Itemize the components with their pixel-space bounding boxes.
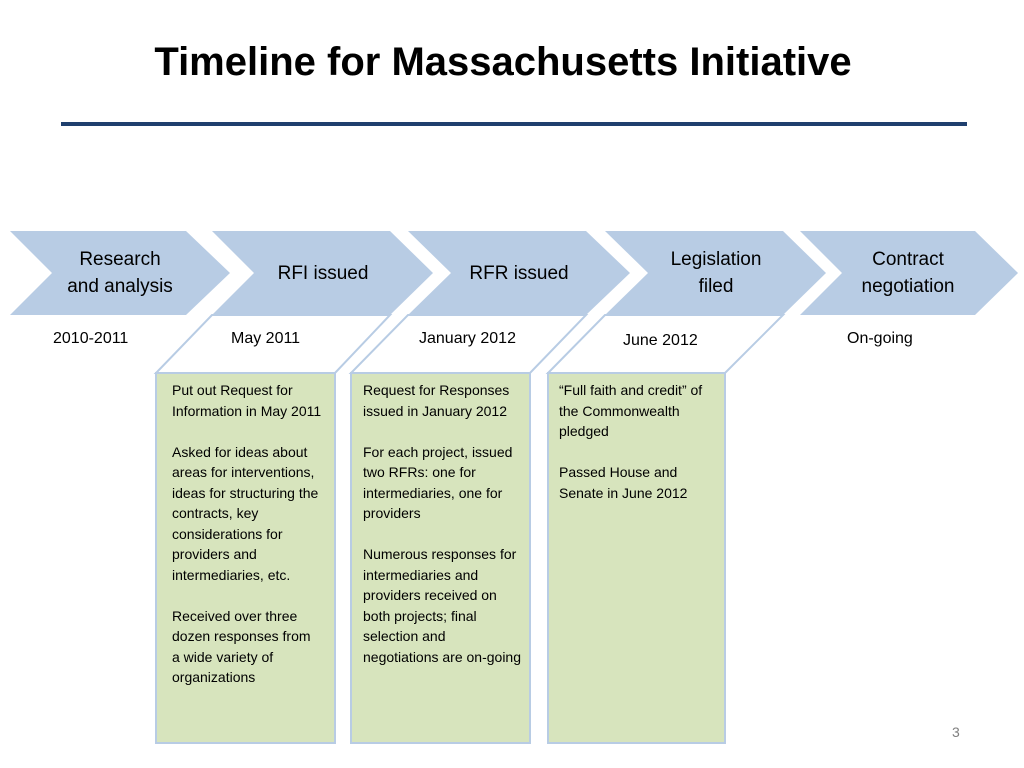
stage-date-1: 2010-2011 bbox=[53, 330, 129, 347]
stage-label-contract: Contract negotiation bbox=[861, 249, 955, 297]
slide-title: Timeline for Massachusetts Initiative bbox=[154, 40, 852, 84]
note-paragraph: Request for Responses issued in January 2012 bbox=[363, 382, 510, 419]
page-number: 3 bbox=[952, 724, 960, 740]
stage-date-3: January 2012 bbox=[419, 330, 516, 347]
note-paragraph: Received over three dozen responses from a wide variety of organizations bbox=[172, 607, 311, 685]
note-paragraph: Numerous responses for intermediaries and providers received on both projects; final selection and negotiations are on-going bbox=[363, 546, 522, 665]
stage-label-research: Research and analysis bbox=[67, 249, 173, 297]
note-paragraph: “Full faith and credit” of the Commonwealth pledged bbox=[559, 382, 703, 439]
note-paragraph: Asked for ideas about areas for interventions, ideas for structuring the contracts, key considerations for providers and intermediaries, etc. bbox=[172, 443, 319, 583]
callout-notes-rfr bbox=[363, 380, 521, 667]
stage-date-2: May 2011 bbox=[231, 330, 301, 347]
stage-label-rfi: RFI issued bbox=[277, 262, 369, 284]
stage-label-legislation: Legislation filed bbox=[670, 249, 762, 297]
stage-date-4: June 2012 bbox=[623, 332, 698, 349]
callout-notes-legislation bbox=[559, 380, 717, 503]
stage-date-5: On-going bbox=[847, 330, 913, 347]
note-paragraph: For each project, issued two RFRs: one for intermediaries, one for providers bbox=[363, 443, 513, 521]
note-paragraph: Passed House and Senate in June 2012 bbox=[559, 464, 688, 501]
callout-notes-rfi bbox=[172, 380, 322, 688]
note-paragraph: Put out Request for Information in May 2011 bbox=[172, 382, 322, 419]
stage-label-rfr: RFR issued bbox=[469, 262, 569, 284]
